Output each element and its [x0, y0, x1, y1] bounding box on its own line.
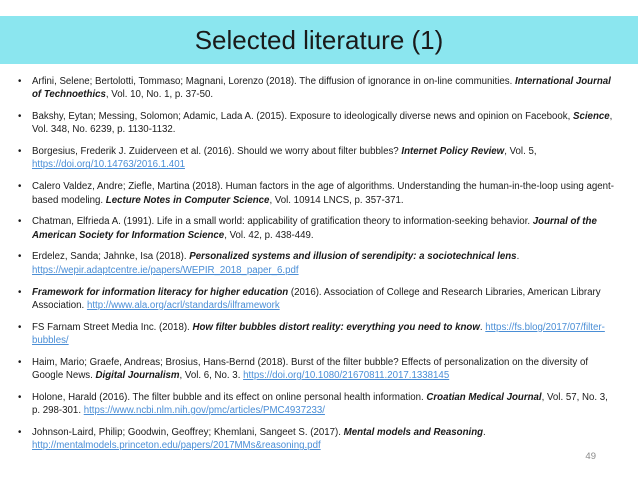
reference-source: Mental models and Reasoning	[343, 426, 484, 438]
reference-text: .	[483, 426, 486, 438]
reference-text: , Vol. 57, No. 3, p. 298-301.	[32, 391, 608, 417]
bullet-icon: •	[18, 321, 22, 333]
reference-text: .	[516, 251, 520, 263]
reference-text: Johnson-Laird, Philip; Goodwin, Geoffrey; Khemlani, Sangeet S. (2017).	[32, 426, 344, 438]
reference-text: FS Farnam Street Media Inc. (2018).	[32, 321, 193, 333]
slide-title: Selected literature (1)	[194, 24, 444, 55]
reference-list	[16, 75, 616, 461]
reference-source: International Journal of Technoethics	[32, 76, 611, 101]
reference-source: Internet Policy Review	[401, 146, 505, 158]
reference-item	[16, 286, 616, 313]
reference-source: Framework for information literacy for higher education	[32, 286, 289, 298]
reference-link[interactable]: http://mentalmodels.princeton.edu/papers/2017MMs&reasoning.pdf	[32, 440, 321, 452]
reference-text: Erdelez, Sanda; Jahnke, Isa (2018).	[32, 251, 190, 263]
reference-text: Bakshy, Eytan; Messing, Solomon; Adamic, Lada A. (2015). Exposure to ideologically diverse news and opinion on Facebook,	[32, 111, 574, 123]
reference-link[interactable]: https://fs.blog/2017/07/filter-bubbles/	[32, 321, 605, 346]
reference-text: , Vol. 42, p. 438-449.	[224, 229, 314, 241]
bullet-icon: •	[18, 391, 22, 403]
title-bar	[0, 16, 638, 64]
reference-source: Personalized systems and illusion of serendipity: a sociotechnical lens	[189, 251, 517, 263]
reference-link[interactable]: http://www.ala.org/acrl/standards/ilframework	[86, 299, 280, 311]
bullet-icon: •	[18, 76, 22, 87]
reference-link[interactable]: https://doi.org/10.14763/2016.1.401	[32, 159, 185, 171]
bullet-icon: •	[18, 111, 22, 123]
reference-text: Calero Valdez, Andre; Ziefle, Martina (2018). Human factors in the age of algorithms. Understanding the human-in-the-loop using agent-based modeling.	[32, 181, 614, 206]
reference-source: Science	[573, 111, 610, 123]
reference-source: Digital Journalism	[95, 370, 180, 382]
reference-item	[16, 356, 616, 383]
reference-text: , Vol. 348, No. 6239, p. 1130-1132.	[32, 111, 613, 136]
bullet-icon: •	[18, 426, 22, 438]
reference-item	[16, 215, 616, 242]
bullet-icon: •	[18, 146, 22, 158]
reference-text: , Vol. 10914 LNCS, p. 357-371.	[269, 194, 404, 206]
bullet-icon: •	[18, 356, 22, 368]
reference-source: Croatian Medical Journal	[426, 391, 542, 403]
reference-item	[16, 426, 616, 453]
bullet-icon: •	[18, 216, 22, 228]
reference-text: Chatman, Elfrieda A. (1991). Life in a small world: applicability of gratification theory to information-seeking behavior.	[32, 216, 533, 228]
reference-item	[16, 75, 616, 102]
reference-text: , Vol. 10, No. 1, p. 37-50.	[105, 89, 214, 101]
reference-item	[16, 250, 616, 277]
bullet-icon: •	[18, 181, 22, 193]
reference-text: , Vol. 6, No. 3.	[179, 370, 244, 382]
reference-text: (2016). Association of College and Research Libraries, American Library Association.	[32, 286, 601, 311]
bullet-icon: •	[18, 251, 22, 263]
reference-item	[16, 145, 616, 172]
bullet-icon: •	[18, 286, 22, 298]
reference-text: .	[479, 321, 486, 333]
reference-item	[16, 180, 616, 207]
reference-text: Borgesius, Frederik J. Zuiderveen et al. (2016). Should we worry about filter bubbles?	[32, 146, 402, 158]
page-number: 49	[585, 451, 596, 462]
reference-text: Arfini, Selene; Bertolotti, Tommaso; Magnani, Lorenzo (2018). The diffusion of ignorance in on-line communities.	[32, 76, 516, 87]
reference-link[interactable]: https://www.ncbi.nlm.nih.gov/pmc/articles/PMC4937233/	[83, 405, 325, 417]
reference-link[interactable]: https://wepir.adaptcentre.ie/papers/WEPIR_2018_paper_6.pdf	[32, 264, 299, 276]
reference-item	[16, 321, 616, 348]
reference-source: Journal of the American Society for Information Science	[32, 216, 597, 241]
reference-text: Haim, Mario; Graefe, Andreas; Brosius, Hans-Bernd (2018). Burst of the filter bubble? Effects of personalization on the diversity of Google News.	[32, 356, 589, 382]
reference-text: , Vol. 5,	[504, 146, 537, 158]
reference-source: How filter bubbles distort reality: everything you need to know	[192, 321, 480, 333]
reference-link[interactable]: https://doi.org/10.1080/21670811.2017.1338145	[243, 370, 450, 382]
reference-item	[16, 391, 616, 418]
reference-text: Holone, Harald (2016). The filter bubble and its effect on online personal health information.	[32, 391, 427, 403]
reference-source: Lecture Notes in Computer Science	[105, 194, 270, 206]
reference-item	[16, 110, 616, 137]
